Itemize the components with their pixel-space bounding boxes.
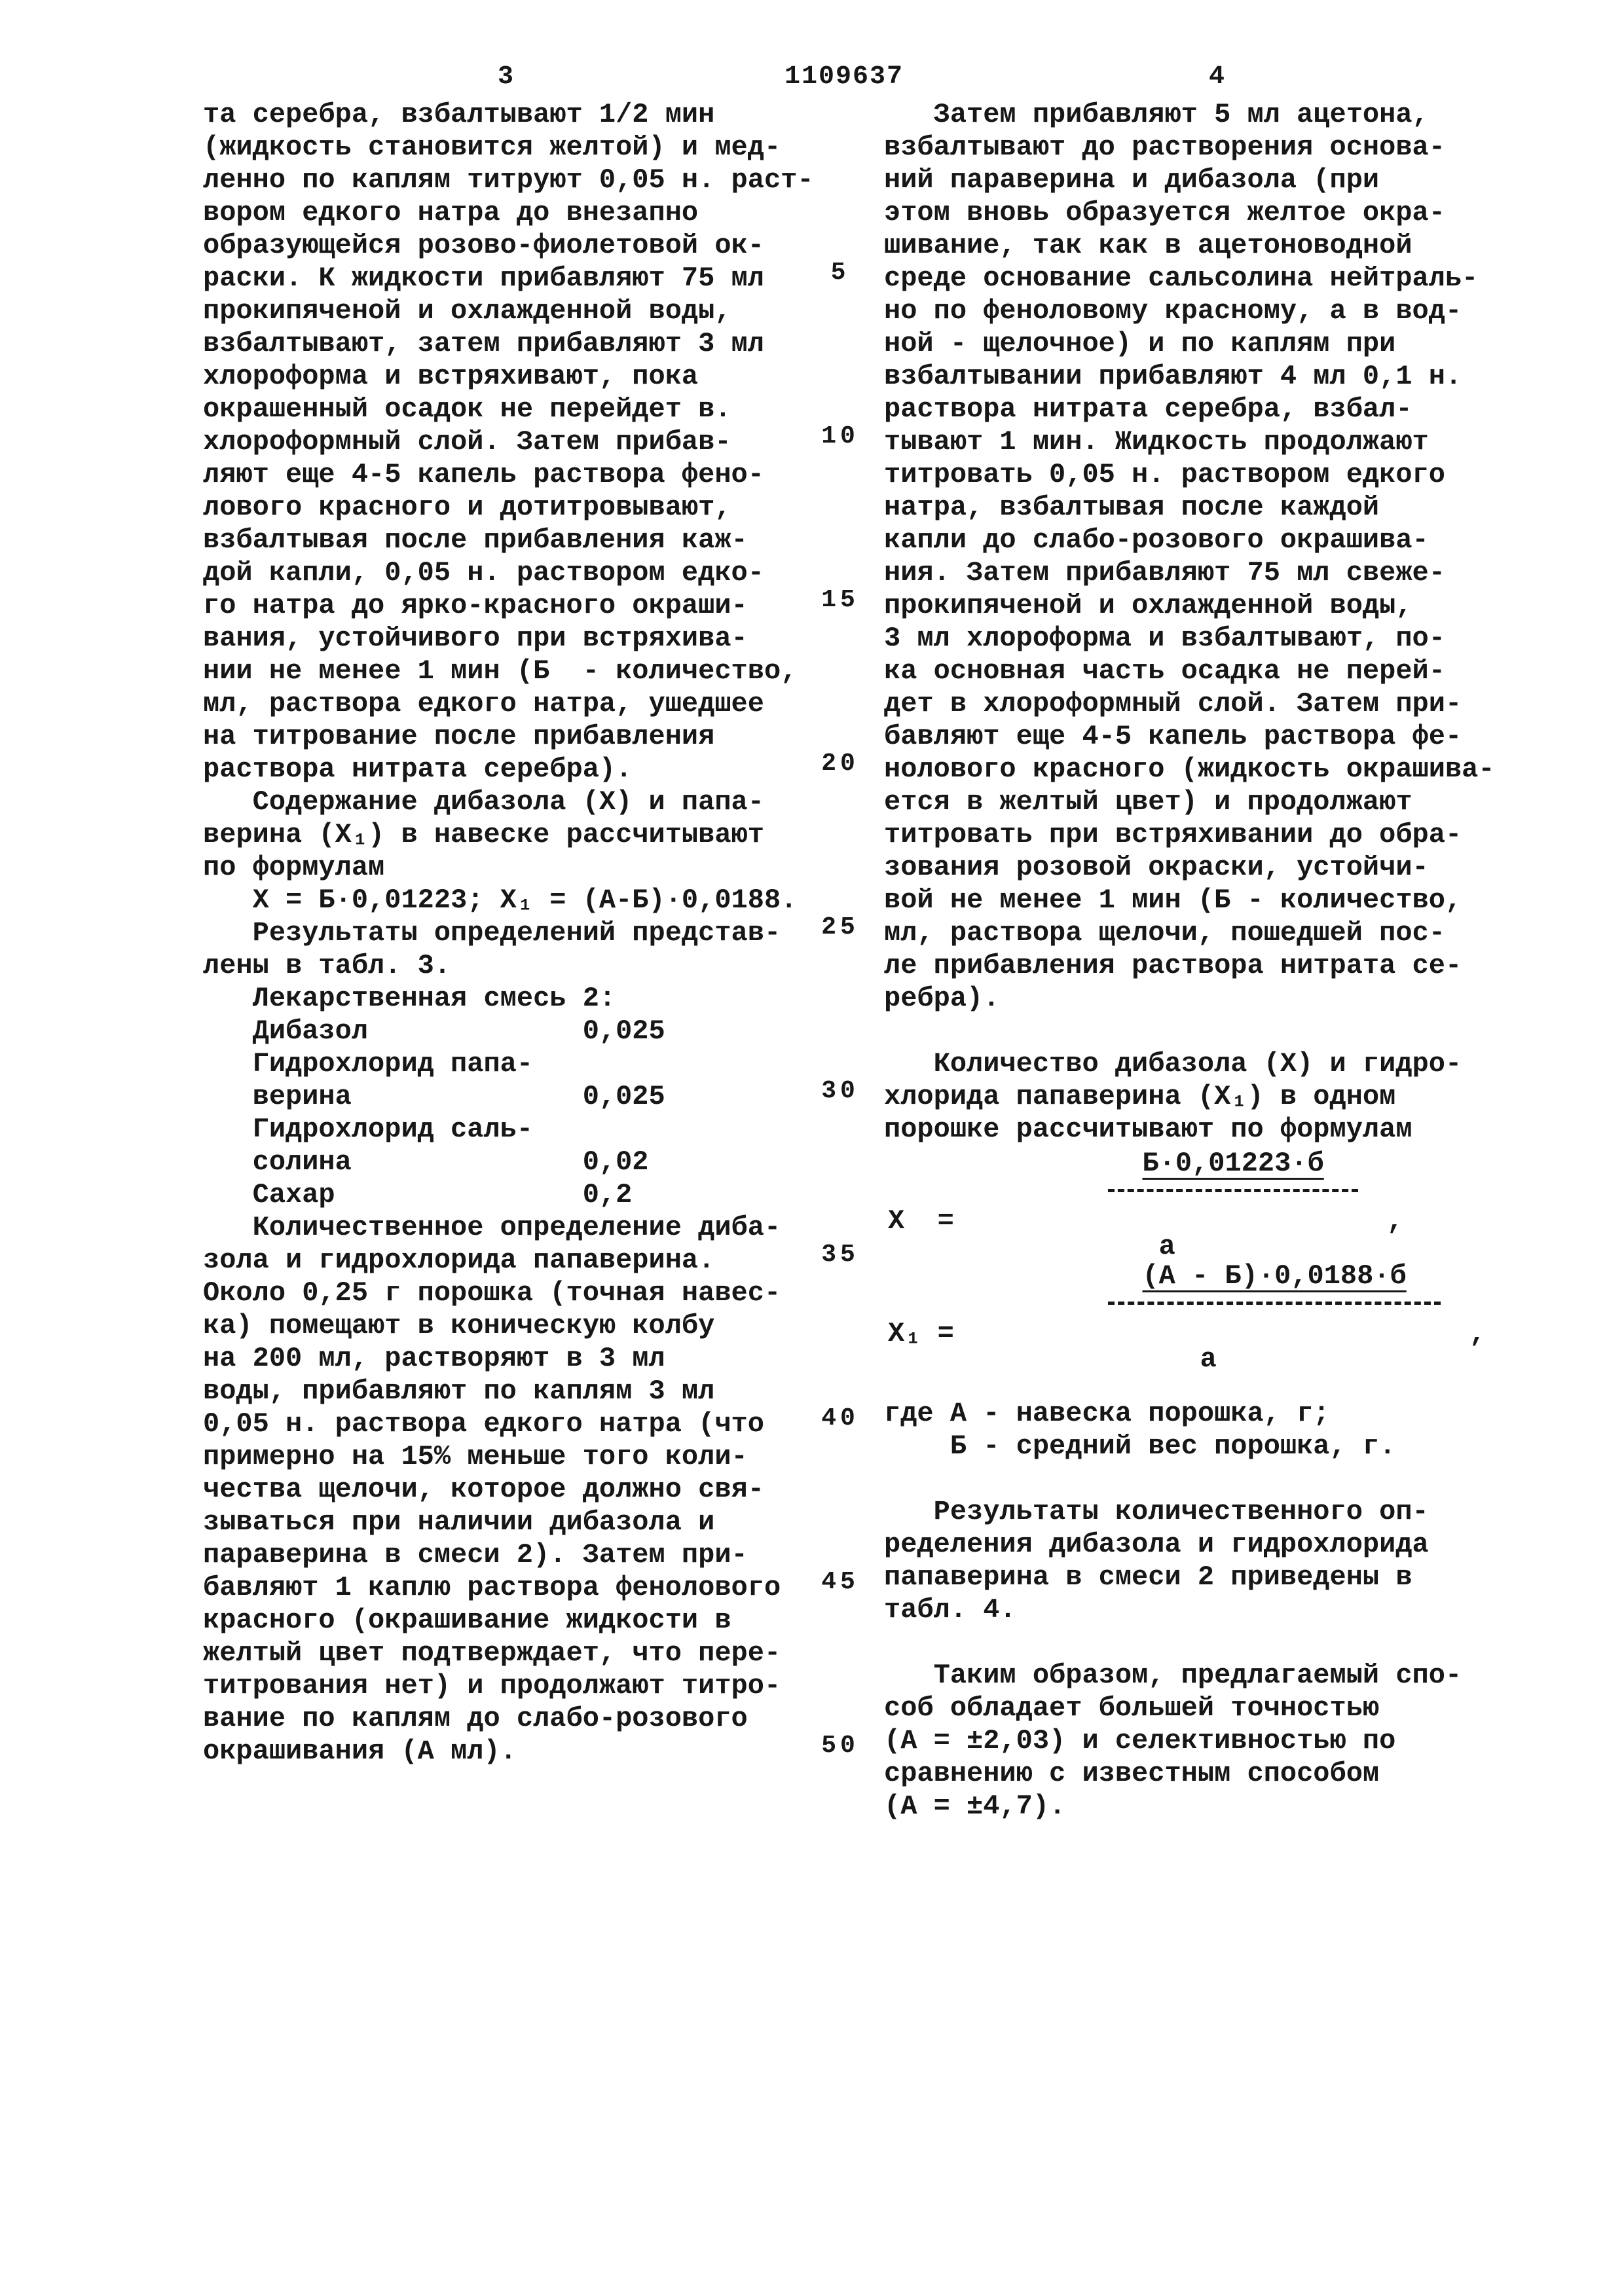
text-line: ределения дибазола и гидрохлорида bbox=[884, 1529, 1429, 1560]
right-column-page-number: 4 bbox=[1209, 62, 1225, 92]
text-line: красного (окрашивание жидкости в bbox=[203, 1605, 731, 1636]
text-line: нии не менее 1 мин (Б - количество, bbox=[203, 655, 798, 687]
text-line: прокипяченой и охлажденной воды, bbox=[884, 590, 1412, 621]
text-line: Сахар 0,2 bbox=[203, 1179, 633, 1211]
text-line: дой капли, 0,05 н. раствором едко- bbox=[203, 557, 764, 589]
formula-comma: , bbox=[1469, 1318, 1486, 1349]
text-line: Результаты количественного оп- bbox=[884, 1496, 1429, 1527]
text-line: взбалтывают до растворения основа- bbox=[884, 132, 1445, 163]
text-line: бавляют еще 4-5 капель раствора фе- bbox=[884, 721, 1462, 752]
text-line: X = Б·0,01223; X₁ = (А-Б)·0,0188. bbox=[203, 884, 798, 916]
text-line: параверина в смеси 2). Затем при- bbox=[203, 1539, 748, 1571]
text-line: на титрование после прибавления bbox=[203, 721, 715, 752]
text-line: ле прибавления раствора нитрата се- bbox=[884, 950, 1462, 981]
text-line: бавляют 1 каплю раствора фенолового bbox=[203, 1572, 781, 1603]
text-line: табл. 4. bbox=[884, 1594, 1016, 1626]
text-line: верина (X₁) в навеске рассчитывают bbox=[203, 819, 764, 850]
text-line: ной - щелочное) и по каплям при bbox=[884, 328, 1396, 359]
fraction-denominator: а bbox=[1158, 1230, 1175, 1262]
patent-number: 1109637 bbox=[784, 62, 904, 92]
text-line: вание по каплям до слабо-розового bbox=[203, 1703, 748, 1734]
fraction-denominator: а bbox=[1200, 1343, 1217, 1375]
text-line: Результаты определений представ- bbox=[203, 917, 781, 949]
line-number: 30 bbox=[821, 1077, 859, 1105]
text-line: капли до слабо-розового окрашива- bbox=[884, 524, 1429, 556]
text-line: ребра). bbox=[884, 983, 1000, 1014]
text-line: взбалтывая после прибавления каж- bbox=[203, 524, 748, 556]
text-line: ка основная часть осадка не перей- bbox=[884, 655, 1445, 687]
text-line: по формулам bbox=[203, 852, 385, 883]
text-line: Таким образом, предлагаемый спо- bbox=[884, 1660, 1462, 1691]
text-line: титрования нет) и продолжают титро- bbox=[203, 1670, 781, 1702]
text-line: титровать при встряхивании до обра- bbox=[884, 819, 1462, 850]
text-line: Гидрохлорид папа- bbox=[203, 1048, 534, 1080]
fraction-numerator: Б·0,01223·б bbox=[1108, 1147, 1357, 1192]
formula-lhs: X₁ = bbox=[888, 1318, 954, 1349]
text-line: порошке рассчитывают по формулам bbox=[884, 1114, 1412, 1145]
text-line: зываться при наличии дибазола и bbox=[203, 1506, 715, 1538]
text-line: Около 0,25 г порошка (точная навес- bbox=[203, 1277, 781, 1309]
text-line: верина 0,025 bbox=[203, 1081, 665, 1112]
line-number: 15 bbox=[821, 586, 859, 614]
text-line: лены в табл. 3. bbox=[203, 950, 451, 981]
text-line: вой не менее 1 мин (Б - количество, bbox=[884, 884, 1462, 916]
text-line: (жидкость становится желтой) и мед- bbox=[203, 132, 781, 163]
text-line: взбалтывании прибавляют 4 мл 0,1 н. bbox=[884, 361, 1462, 392]
line-number: 40 bbox=[821, 1404, 859, 1432]
text-line: воды, прибавляют по каплям 3 мл bbox=[203, 1376, 715, 1407]
text-line: натра, взбалтывая после каждой bbox=[884, 492, 1380, 523]
text-line: лового красного и дотитровывают, bbox=[203, 492, 731, 523]
text-line: 0,05 н. раствора едкого натра (что bbox=[203, 1408, 764, 1440]
text-line: (А = ±2,03) и селективностью по bbox=[884, 1725, 1396, 1757]
text-line: Количество дибазола (X) и гидро- bbox=[884, 1048, 1462, 1080]
text-line: вания, устойчивого при встряхива- bbox=[203, 623, 748, 654]
text-line: Лекарственная смесь 2: bbox=[203, 983, 616, 1014]
text-line: зования розовой окраски, устойчи- bbox=[884, 852, 1429, 883]
text-line: Количественное определение диба- bbox=[203, 1212, 781, 1243]
text-line: хлороформа и встряхивают, пока bbox=[203, 361, 699, 392]
text-line: где А - навеска порошка, г; bbox=[884, 1398, 1330, 1429]
text-line: Содержание дибазола (X) и папа- bbox=[203, 786, 764, 818]
text-line: прокипяченой и охлажденной воды, bbox=[203, 295, 731, 327]
text-line: солина 0,02 bbox=[203, 1146, 649, 1178]
text-line: мл, раствора едкого натра, ушедшее bbox=[203, 688, 764, 720]
line-number: 45 bbox=[821, 1568, 859, 1596]
text-line: взбалтывают, затем прибавляют 3 мл bbox=[203, 328, 764, 359]
fraction-numerator: (А - Б)·0,0188·б bbox=[1108, 1260, 1440, 1305]
text-line: ется в желтый цвет) и продолжают bbox=[884, 786, 1412, 818]
right-text-column bbox=[884, 98, 1539, 1823]
text-line: хлороформный слой. Затем прибав- bbox=[203, 426, 731, 458]
text-line: Гидрохлорид саль- bbox=[203, 1114, 534, 1145]
text-line: зола и гидрохлорида папаверина. bbox=[203, 1245, 715, 1276]
text-line: хлорида папаверина (X₁) в одном bbox=[884, 1081, 1396, 1112]
text-line: желтый цвет подтверждает, что пере- bbox=[203, 1637, 781, 1669]
left-column-page-number: 3 bbox=[498, 62, 514, 92]
line-number: 20 bbox=[821, 750, 859, 778]
text-line: ляют еще 4-5 капель раствора фено- bbox=[203, 459, 764, 490]
left-text-column bbox=[203, 98, 832, 1768]
text-line: среде основание сальсолина нейтраль- bbox=[884, 263, 1479, 294]
text-line: нолового красного (жидкость окрашива- bbox=[884, 754, 1495, 785]
text-line: титровать 0,05 н. раствором едкого bbox=[884, 459, 1445, 490]
text-line: го натра до ярко-красного окраши- bbox=[203, 590, 748, 621]
line-number: 5 bbox=[830, 259, 850, 287]
formula-lhs: X = bbox=[888, 1205, 954, 1237]
text-line: (А = ±4,7). bbox=[884, 1791, 1066, 1822]
formula-comma: , bbox=[1386, 1205, 1403, 1237]
text-line: Б - средний вес порошка, г. bbox=[884, 1430, 1396, 1462]
text-line: соб обладает большей точностью bbox=[884, 1692, 1380, 1724]
text-line: ка) помещают в коническую колбу bbox=[203, 1310, 715, 1341]
text-line: Затем прибавляют 5 мл ацетона, bbox=[884, 99, 1429, 130]
text-line: шивание, так как в ацетоноводной bbox=[884, 230, 1412, 261]
paragraph-conclusion bbox=[884, 1659, 1539, 1823]
text-line: 3 мл хлороформа и взбалтывают, по- bbox=[884, 623, 1445, 654]
text-line: Дибазол 0,025 bbox=[203, 1015, 665, 1047]
text-line: окрашивания (А мл). bbox=[203, 1736, 517, 1767]
line-number: 50 bbox=[821, 1732, 859, 1760]
paragraph-variable-definitions bbox=[884, 1397, 1539, 1463]
text-line: этом вновь образуется желтое окра- bbox=[884, 197, 1445, 228]
text-line: чества щелочи, которое должно свя- bbox=[203, 1474, 764, 1505]
text-line: сравнению с известным способом bbox=[884, 1758, 1380, 1789]
text-line: ний параверина и дибазола (при bbox=[884, 164, 1380, 196]
line-number: 10 bbox=[821, 422, 859, 450]
text-line: окрашенный осадок не перейдет в. bbox=[203, 393, 731, 425]
text-line: примерно на 15% меньше того коли- bbox=[203, 1441, 748, 1472]
text-line: та серебра, взбалтывают 1/2 мин bbox=[203, 99, 715, 130]
text-line: ния. Затем прибавляют 75 мл свеже- bbox=[884, 557, 1445, 589]
text-line: вором едкого натра до внезапно bbox=[203, 197, 699, 228]
text-line: но по феноловому красному, а в вод- bbox=[884, 295, 1462, 327]
text-line: раствора нитрата серебра, взбал- bbox=[884, 393, 1412, 425]
paragraph-results-reference bbox=[884, 1495, 1539, 1626]
text-line: папаверина в смеси 2 приведены в bbox=[884, 1561, 1412, 1593]
paragraph-titration-procedure bbox=[884, 98, 1539, 1015]
text-line: тывают 1 мин. Жидкость продолжают bbox=[884, 426, 1429, 458]
line-number: 35 bbox=[821, 1241, 859, 1269]
text-line: дет в хлороформный слой. Затем при- bbox=[884, 688, 1462, 720]
text-line: раствора нитрата серебра). bbox=[203, 754, 633, 785]
line-number: 25 bbox=[821, 913, 859, 941]
text-line: раски. К жидкости прибавляют 75 мл bbox=[203, 263, 764, 294]
text-line: ленно по каплям титруют 0,05 н. раст- bbox=[203, 164, 814, 196]
text-line: на 200 мл, растворяют в 3 мл bbox=[203, 1343, 665, 1374]
text-line: образующейся розово-фиолетовой ок- bbox=[203, 230, 764, 261]
text-line: мл, раствора щелочи, пошедшей пос- bbox=[884, 917, 1445, 949]
